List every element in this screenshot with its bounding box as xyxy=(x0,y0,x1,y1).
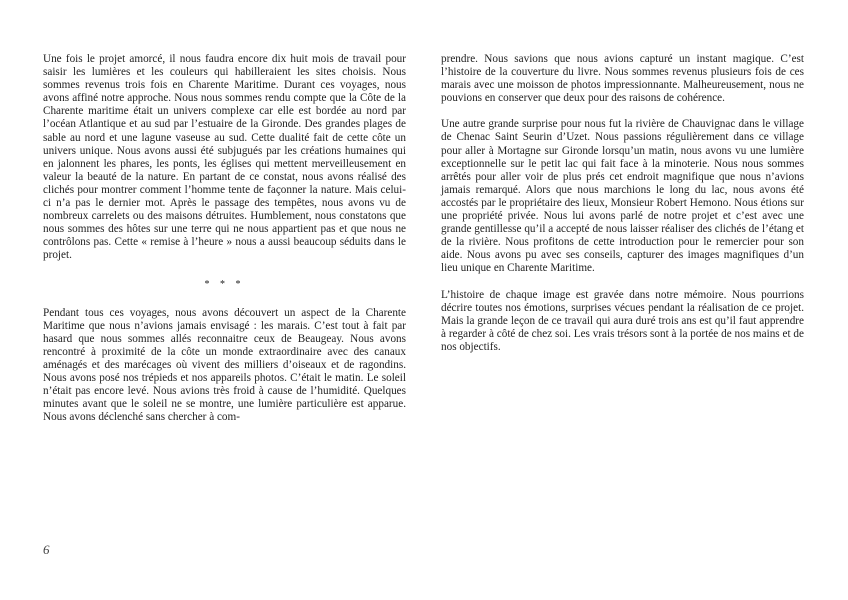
paragraph-memoire: L’histoire de chaque image est gravée dans notre mémoire. Nous pourrions décrire toutes nos émotions, surprises vécues pendant la réalisation de ce projet. Mais la grande leçon de ce travail qui aura duré trois ans est qu’il faut apprendre à regarder à côté de chez soi. Les vrais trésors sont à la portée de nos mains et de nos objectifs. xyxy=(441,288,804,353)
page-number: 6 xyxy=(43,542,50,557)
paragraph-couverture: prendre. Nous savions que nous avions capturé un instant magique. C’est l’histoire de la couverture du livre. Nous sommes revenus plusieurs fois de ces marais avec une moisson de photos impressionnante. Malheureusement, nous ne pouvions en conserver que deux pour des raisons de cohérence. xyxy=(441,53,804,105)
section-separator: * * * xyxy=(204,278,245,290)
left-text-column xyxy=(43,53,406,437)
paragraph-marais: Pendant tous ces voyages, nous avons découvert un aspect de la Charente Maritime que nous n’avions jamais envisagé : les marais. C’est tout à fait par hasard que nous sommes allés reconnaitre ceux de Beaugeay. Nous avons rencontré à proximité de la côte un monde extraordinaire avec des canaux aménagés et des marécages où vivent des milliers d’oiseaux et de ragondins. Nous avons posé nos trépieds et nos appareils photos. C’était le matin. Le soleil n’était pas encore levé. Nous avions très froid à cause de l’humidité. Quelques minutes avant que le soleil ne se montre, une lumière particulière est apparue. Nous avons déclenché sans chercher à com- xyxy=(43,306,406,424)
paragraph-projet: Une fois le projet amorcé, il nous faudra encore dix huit mois de travail pour saisir les lumières et les couleurs qui habilleraient les sites choisis. Nous sommes revenus trois fois en Charente Maritime. Durant ces voyages, nous avons affiné notre approche. Nous nous sommes rendu compte que la Côte de la Charente maritime était un univers complexe car elle est bordée au nord par l’océan Atlantique et au sud par l’estuaire de la Gironde. Des grandes plages de sable au nord et une lagune vaseuse au sud. Cette dualité fait de cette côte un univers unique. Nous avons aussi été subjugués par les créations humaines qui en jalonnent les phares, les ponts, les églises qui mettent merveilleusement en valeur la beauté de la nature. En partant de ce constat, nous avons réalisé des clichés pour montrer comment l’homme tente de façonner la nature. Mais celui-ci n’a pas le dernier mot. Après le passage des tempêtes, nous avons vu de nombreux carrelets ou des maisons détruites. Humblement, nous constatons que nous sommes des hôtes sur une terre qui ne nous appartient pas et que nous ne contrôlons pas. Cette « remise à l’heure » nous a aussi beaucoup séduits dans le projet. xyxy=(43,53,406,262)
right-text-column xyxy=(441,53,804,367)
paragraph-chauvignac: Une autre grande surprise pour nous fut la rivière de Chauvignac dans le village de Chenac Saint Seurin d’Uzet. Nous passions régulièrement dans ce village pour aller à Mortagne sur Gironde lorsqu’un matin, nous avons vu une lumière exceptionnelle sur le petit lac qui fait face à la minoterie. Nous nous sommes arrêtés pour aller voir de plus prés cet endroit magnifique que nous n’avions jamais remarqué. Alors que nous marchions le long du lac, nous avons été accostés par le propriétaire des lieux, Monsieur Robert Hemono. Nous étions sur une propriété privée. Nous lui avons parlé de notre projet et c’est avec une grande gentillesse qu’il a accepté de nous laisser réaliser des clichés de l’étang et de la rivière. Nous profitons de cette introduction pour le remercier pour son aide. Nous avons pu avec ses conseils, capturer des images magnifiques d’un lieu unique en Charente Maritime. xyxy=(441,118,804,275)
